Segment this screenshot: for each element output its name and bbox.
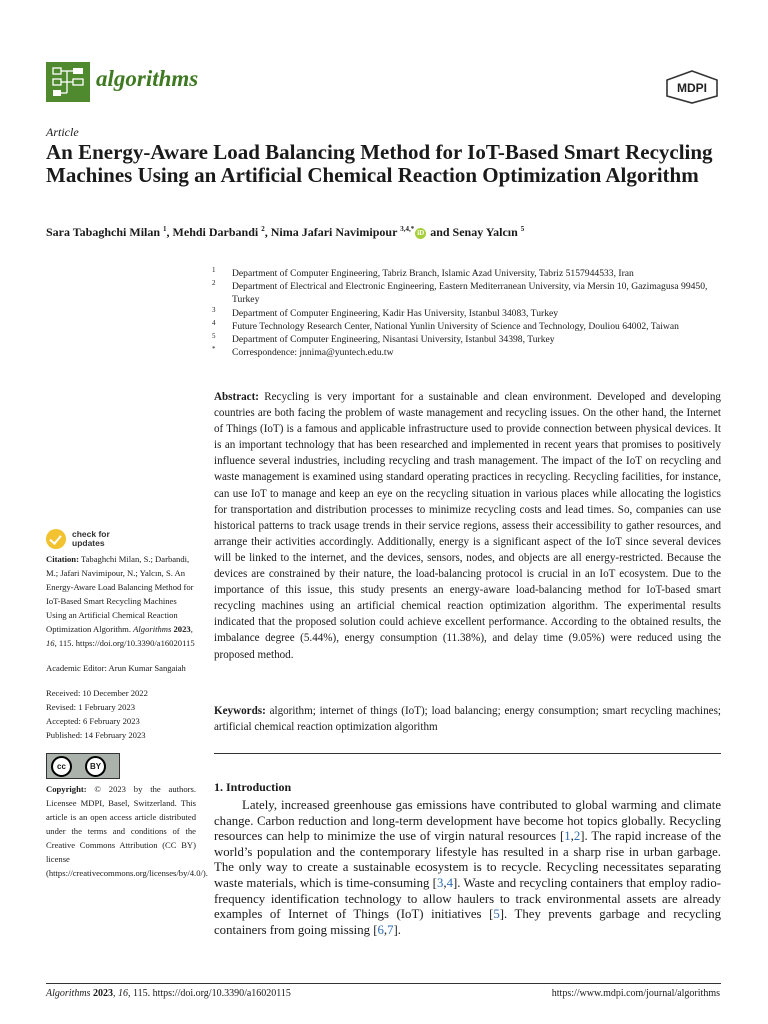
author-name[interactable]: Nima Jafari Navimipour <box>270 225 398 239</box>
affiliation-text: Department of Electrical and Electronic Engineering, Eastern Mediterranean University, via Mersin 10, Gazimagusa 99450, Turkey <box>232 281 708 306</box>
citation-doi[interactable]: , 115. https://doi.org/10.3390/a16020115 <box>54 638 195 648</box>
mdpi-logo-text: MDPI <box>677 81 707 95</box>
author-conjunction: and <box>430 225 450 239</box>
footer-divider <box>46 983 721 984</box>
affiliation-number: 2 <box>212 279 216 288</box>
check-updates-line1: check for <box>72 529 110 539</box>
article-type: Article <box>46 125 79 139</box>
footer-citation: Algorithms 2023, 16, 115. https://doi.org/10.3390/a16020115 <box>46 988 291 999</box>
affiliation-number: 3 <box>212 305 216 314</box>
published-date: Published: 14 February 2023 <box>46 730 146 740</box>
citation-text: Tabaghchi Milan, S.; Darbandi, M.; Jafari Navimipour, N.; Yalcın, S. An Energy-Aware Load Balancing Method for IoT-Based Smart Recycling Machines Using an Artificial Chemical Reaction Optimization Algorithm. <box>46 554 194 634</box>
footer-journal-url[interactable]: https://www.mdpi.com/journal/algorithms <box>551 988 720 999</box>
cc-by-license-icon[interactable] <box>46 753 120 779</box>
check-updates-label <box>72 530 110 548</box>
check-for-updates-button[interactable] <box>46 528 196 550</box>
copyright-notice <box>46 782 208 880</box>
affiliation-item <box>210 346 720 359</box>
affiliation-number: 5 <box>212 332 216 341</box>
affiliation-item <box>210 307 720 320</box>
keywords-text: algorithm; internet of things (IoT); load balancing; energy consumption; smart recycling machines; artificial chemical reaction optimization algorithm <box>214 705 721 734</box>
keywords-label: Keywords: <box>214 705 266 717</box>
revised-date: Revised: 1 February 2023 <box>46 702 136 712</box>
affiliation-item <box>210 320 720 333</box>
affiliation-text: Department of Computer Engineering, Kadir Has University, Istanbul 34083, Turkey <box>232 307 559 319</box>
citation-link[interactable]: 6 <box>377 922 384 937</box>
footer-doi[interactable]: , 115. https://doi.org/10.3390/a16020115 <box>127 988 291 999</box>
affiliations <box>210 267 720 359</box>
publication-dates <box>46 686 196 742</box>
body-text: ]. <box>393 922 401 937</box>
check-updates-line2: updates <box>72 538 105 548</box>
affiliation-text: Department of Computer Engineering, Nisantasi University, Istanbul 34398, Turkey <box>232 334 555 346</box>
received-date: Received: 10 December 2022 <box>46 688 148 698</box>
abstract <box>214 389 721 663</box>
cc-icon: cc <box>51 756 72 777</box>
affiliation-text: Department of Computer Engineering, Tabriz Branch, Islamic Azad University, Tabriz 5157944533, Iran <box>232 268 634 279</box>
abstract-text: Recycling is very important for a sustainable and clean environment. Developed and developing countries are both facing the problem of waste management and recycling issues. On the other hand, the Internet of Things (IoT) is a famous and applicable infrastructure used to provide connection between physical devices. It is an important technology that has been researched and implemented in recent years that promises to positively influence several industries, including recycling and trash management. The impact of the IoT on recycling and waste management is examined using standard operating practices in recycling. Recycling facilities, for instance, can use IoT to manage and keep an eye on the recycling situation in various places while allocating the logistics for transportation and distribution processes to minimize recycling costs and lead times. So, companies can use historical patterns to track usage trends in their service regions, assess their accessibility to gather resources, and arrange their activities accordingly. Additionally, energy is a significant aspect of the IoT since several devices will be linked to the internet, and the devices, sensors, nodes, and objects are all energy-restricted. Because the devices are constrained by their nature, the load-balancing protocol is crucial in an IoT ecosystem. Due to the importance of this issue, this study presents an energy-aware load-balancing method for IoT-based smart recycling machines using an artificial chemical reaction optimization algorithm. The experimental results indicated that the proposed solution could achieve excellent performance. According to the obtained results, the imbalance degree (5.44%), energy consumption (11.38%), and delay time (9.05%) were reduced using the proposed method. <box>214 391 721 661</box>
affiliation-text: Future Technology Research Center, National Yunlin University of Science and Technology, Douliou 64002, Taiwan <box>232 320 679 332</box>
footer-volume: 16 <box>117 988 128 999</box>
affiliation-item <box>210 280 720 306</box>
citation-link[interactable]: 3 <box>436 875 444 890</box>
author-affiliation-ref: 3,4,* <box>400 225 415 233</box>
citation-label: Citation: <box>46 554 79 564</box>
correspondence-email[interactable]: Correspondence: jnnima@yuntech.edu.tw <box>232 347 394 359</box>
journal-logo-icon <box>46 62 90 102</box>
mdpi-logo <box>664 70 720 104</box>
copyright-text: © 2023 by the authors. Licensee MDPI, Basel, Switzerland. This article is an open access article distributed under the terms and conditions of the Creative Commons Attribution (CC BY) license (https://creativecommons.org/licenses/by/4.0/). <box>46 784 208 878</box>
author-affiliation-ref: 1 <box>163 225 167 233</box>
citation-link[interactable]: 7 <box>387 922 394 937</box>
introduction-paragraph: Lately, increased greenhouse gas emissions have contributed to global warming and climate change. Carbon reduction and long-term development have become hot topics globally. Recycling resources can help to minimize the use of virgin natural resources [1,2]. The rapid increase of the world’s population and the contemporary lifestyle has resulted in a sharp rise in urban garbage. The only way to create a sustainable ecosystem is to recycle. Recycling necessitates separating waste materials, which is time-consuming [3,4]. Waste and recycling containers that employ radio-frequency identification technology to allow haulers to track environmental assets are already examples of Internet of Things (IoT) initiatives [5]. They prevents garbage and recycling containers from going missing [6,7]. <box>214 798 722 937</box>
abstract-label: Abstract: <box>214 391 259 403</box>
footer-year: 2023 <box>92 988 113 999</box>
citation-link[interactable]: 1 <box>564 829 571 844</box>
accepted-date: Accepted: 6 February 2023 <box>46 716 140 726</box>
copyright-label: Copyright: <box>46 784 87 794</box>
check-updates-icon <box>46 529 66 549</box>
affiliation-number: * <box>212 345 216 354</box>
affiliation-item <box>210 267 720 280</box>
author-affiliation-ref: 5 <box>520 225 525 233</box>
affiliation-item <box>210 333 720 346</box>
author-list: Sara Tabaghchi Milan $^1$, Mehdi Darbandi $^2$, Nima Jafari Navimipour $^{3,4,*}$ iD and Senay Yalcın $^5$ <box>46 225 525 239</box>
citation-journal: Algorithms <box>133 624 172 634</box>
citation-link[interactable]: 5 <box>493 907 500 922</box>
keywords <box>214 703 721 735</box>
author-affiliation-ref: 2 <box>261 225 265 233</box>
citation-volume: 16 <box>46 638 55 648</box>
affiliation-number: 1 <box>212 266 216 274</box>
body-text: ]. They prevents garbage and recycling containers from going missing [ <box>214 907 721 937</box>
citation: Citation: Tabaghchi Milan, S.; Darbandi, M.; Jafari Navimipour, N.; Yalcın, S. An Energy-Aware Load Balancing Method for IoT-Based Smart Recycling Machines Using an Artificial Chemical Reaction Optimization Algorithm. Algorithms 2023, 16, 115. https://doi.org/10.3390/a16020115 <box>46 554 195 648</box>
author-name[interactable]: Senay Yalcın <box>452 225 518 239</box>
body-text: ]. The rapid increase of the world’s population and the contemporary lifestyle has resulted in a sharp rise in urban garbage. The only way to create a sustainable ecosystem is to recycle. Recycling necessitates separating waste materials, which is time-consuming [ <box>214 829 722 890</box>
academic-editor: Academic Editor: Arun Kumar Sangaiah <box>46 663 186 673</box>
section-heading: 1. Introduction <box>214 780 292 794</box>
citation-link[interactable]: 4 <box>446 875 453 890</box>
by-icon: BY <box>85 756 106 777</box>
paper-title: An Energy-Aware Load Balancing Method for IoT-Based Smart Recycling Machines Using an Artificial Chemical Reaction Optimization Algorithm <box>46 140 713 187</box>
body-text: Lately, increased greenhouse gas emissions have contributed to global warming and climate change. Carbon reduction and long-term development have become hot topics globally. Recycling resources can help to minimize the use of virgin natural resources [ <box>214 798 721 844</box>
citation-link[interactable]: 2 <box>573 829 581 844</box>
citation-year: 2023 <box>173 624 191 634</box>
footer-journal: Algorithms <box>46 988 91 999</box>
section-divider <box>214 753 721 754</box>
journal-name: algorithms <box>96 66 199 91</box>
author-name[interactable]: Mehdi Darbandi <box>172 225 259 239</box>
body-text: ]. Waste and recycling containers that employ radio-frequency identification technology to allow haulers to track environmental assets are already examples of Internet of Things (IoT) initiatives [ <box>214 875 721 922</box>
sidebar <box>46 528 208 880</box>
orcid-icon[interactable]: iD <box>417 229 425 237</box>
author-name[interactable]: Sara Tabaghchi Milan <box>46 225 161 239</box>
affiliation-number: 4 <box>212 318 216 327</box>
